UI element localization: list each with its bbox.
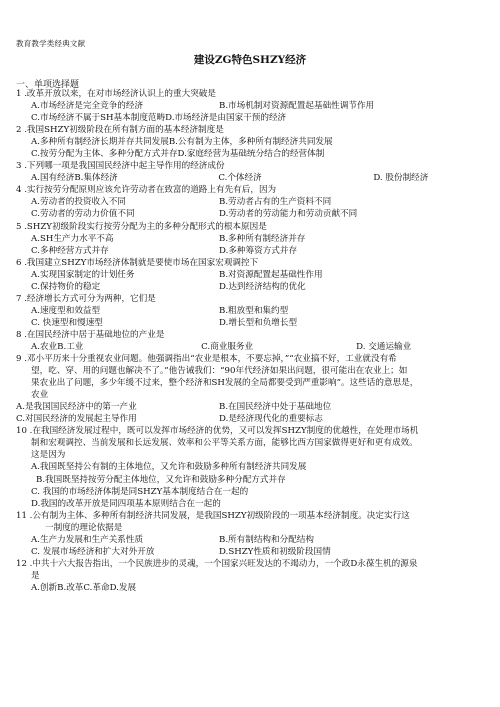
- option: D.市场经济是由国家干预的经济: [165, 113, 287, 124]
- option-row: [16, 341, 486, 353]
- option: D.增长型和负增长型: [219, 317, 298, 328]
- option: B.对资源配置起基础性作用: [219, 269, 323, 280]
- option: B.工业: [57, 341, 84, 352]
- option: C.劳动者的劳动力价值不同: [31, 209, 135, 220]
- option-row: [16, 281, 486, 293]
- option: A.多种所有制经济长期并存共同发展: [31, 137, 169, 148]
- option-row: [16, 305, 486, 317]
- option-row: [16, 269, 486, 281]
- question-list: [16, 88, 486, 594]
- question-stem-line: 果农业出了问题，多少年缓不过来，整个经济和SH发展的全局都要受到严重影响”。这些话的意思是，: [31, 378, 419, 389]
- option: B.我国既坚持按劳分配主体地位，又允许和鼓励多种分配方式并存: [36, 474, 286, 485]
- option-row: [16, 196, 486, 208]
- option: B.所有制结构和分配结构: [219, 534, 314, 545]
- option: C.市场经济不属于SH基本制度范畴: [31, 113, 166, 124]
- option: A.SH生产力水平不高: [31, 233, 114, 244]
- question-stem-line: 望，吃、穿、用的问题也解决不了。”他告诫我们：“90年代经济如果出问题，很可能出在农业上；如: [31, 366, 408, 377]
- option-row: [16, 208, 486, 220]
- option: D.多种筹资方式并存: [219, 245, 298, 256]
- option-row: [16, 148, 486, 160]
- option: D.SHZY性质和初级阶段国情: [219, 546, 331, 557]
- question-stem-line: 是: [31, 570, 40, 581]
- option-row: [16, 534, 486, 546]
- option: C.个体经济: [218, 173, 262, 184]
- option: D.我国的改革开放是同四项基本原则结合在一起的: [31, 498, 221, 509]
- option: D.是经济现代化的重要标志: [219, 414, 323, 425]
- question-stem-line: 10 .在我国经济发展过程中，既可以发挥市场经济的优势，又可以发挥SHZY制度的优越性，在处理市场机: [16, 426, 419, 437]
- option: A.市场经济是完全竞争的经济: [31, 101, 144, 112]
- option: D. 股份制经济: [373, 173, 429, 184]
- option: D.达到经济结构的优化: [219, 281, 306, 292]
- question-stem-line: 制和宏观调控、当前发展和长远发展、效率和公平等关系方面，能够比西方国家做得更好和更有成效。: [31, 438, 418, 449]
- option: A.我国既坚持公有制的主体地位，又允许和鼓励多种所有制经济共同发展: [31, 462, 307, 473]
- question-stem-line: 12 .中共十六大报告指出，一个民族进步的灵魂，一个国家兴旺发达的不竭动力，一个政D永葆生机的源泉: [16, 558, 418, 569]
- option: B.市场机制对资源配置起基础性调节作用: [219, 101, 375, 112]
- option-row: [16, 136, 486, 148]
- option: C.商业服务业: [201, 341, 254, 352]
- option: A.国有经济: [31, 173, 75, 184]
- option: C. 我国的市场经济体制是同SHZY基本制度结合在一起的: [31, 486, 249, 497]
- option-row: [16, 401, 486, 413]
- option: D. 交通运输业: [356, 341, 412, 352]
- option: B.劳动者占有的生产资料不同: [219, 197, 332, 208]
- option-row: [16, 245, 486, 257]
- option-row: [16, 546, 486, 558]
- section-heading: 一、单项选择题: [16, 80, 80, 90]
- question-stem-line: 这是因为: [31, 450, 66, 461]
- option: B.集体经济: [74, 173, 118, 184]
- question-stem-line: 9 .邓小平历来十分重视农业问题。他强调指出“农业是根本，不要忘掉，”“农业搞不好，工业就没有希: [16, 354, 397, 365]
- option-row: [16, 413, 486, 425]
- question-stem: 5 .SHZY初级阶段实行按劳分配为主的多种分配形式的根本原因是: [16, 221, 267, 232]
- option: C. 发展市场经济和扩大对外开放: [31, 546, 155, 557]
- question-stem-line: 一制度的理论依据是: [45, 522, 123, 533]
- document-header: 教育教学类经典文献: [16, 39, 86, 48]
- option-row: [16, 112, 486, 124]
- option: B.在国民经济中处于基础地位: [219, 402, 332, 413]
- option: B.粗放型和集约型: [219, 305, 289, 316]
- question-stem: 6 .我国建立SHZY市场经济体制就是要使市场在国家宏观调控下: [16, 257, 259, 268]
- question-stem: 7 .经济增长方式可分为两种，它们是: [16, 293, 156, 304]
- option: C. 快速型和慢速型: [31, 317, 103, 328]
- question-stem: 8 .在国民经济中居于基础地位的产业是: [16, 329, 165, 340]
- option: B.公有制为主体，多种所有制经济共同发展: [168, 137, 333, 148]
- option-row: [16, 100, 486, 112]
- option: A.是我国国民经济中的第一产业: [16, 402, 137, 413]
- option: A.实现国家制定的计划任务: [31, 269, 135, 280]
- option: B.改革: [57, 582, 84, 593]
- question-stem: 4 .实行按劳分配原则应该允许劳动者在致富的道路上有先有后，因为: [16, 185, 277, 196]
- option: A.生产力发展和生产关系性质: [31, 534, 144, 545]
- question-stem: 1 .改革开放以来，在对市场经济认识上的重大突破是: [16, 89, 216, 99]
- option: A.创新: [31, 582, 58, 593]
- option-row: [16, 582, 486, 594]
- option: C.对国民经济的发展起主导作用: [16, 414, 137, 425]
- question-stem: 2 .我国SHZY初级阶段在所有制方面的基本经济制度是: [16, 125, 224, 136]
- option: D.家庭经营为基础统分结合的经营体制: [177, 149, 325, 160]
- option: A.劳动者的投资收入不同: [31, 197, 126, 208]
- question-stem-line: 农业: [31, 390, 49, 401]
- option-row: [16, 172, 486, 184]
- option: C.保持物价的稳定: [31, 281, 101, 292]
- option: D.劳动者的劳动能力和劳动贡献不同: [219, 209, 358, 220]
- option-row: [16, 317, 486, 329]
- option: C.多种经营方式并存: [31, 245, 109, 256]
- option: D.发展: [109, 582, 137, 593]
- document-title: 建设ZG特色SHZY经济: [193, 54, 307, 66]
- option-row: [16, 233, 486, 245]
- question-stem-line: 11 .公有制为主体、多种所有制经济共同发展，是我国SHZY初级阶段的一项基本经济制度。决定实行这: [16, 510, 410, 521]
- option: C.按劳分配为主体、多种分配方式并存: [31, 149, 178, 160]
- option: A.速度型和效益型: [31, 305, 101, 316]
- option: C.革命: [83, 582, 110, 593]
- option: B.多种所有制经济并存: [219, 233, 306, 244]
- question-stem: 3 .下列哪一项是我国国民经济中起主导作用的经济成份: [16, 161, 225, 172]
- option: A.农业: [31, 341, 58, 352]
